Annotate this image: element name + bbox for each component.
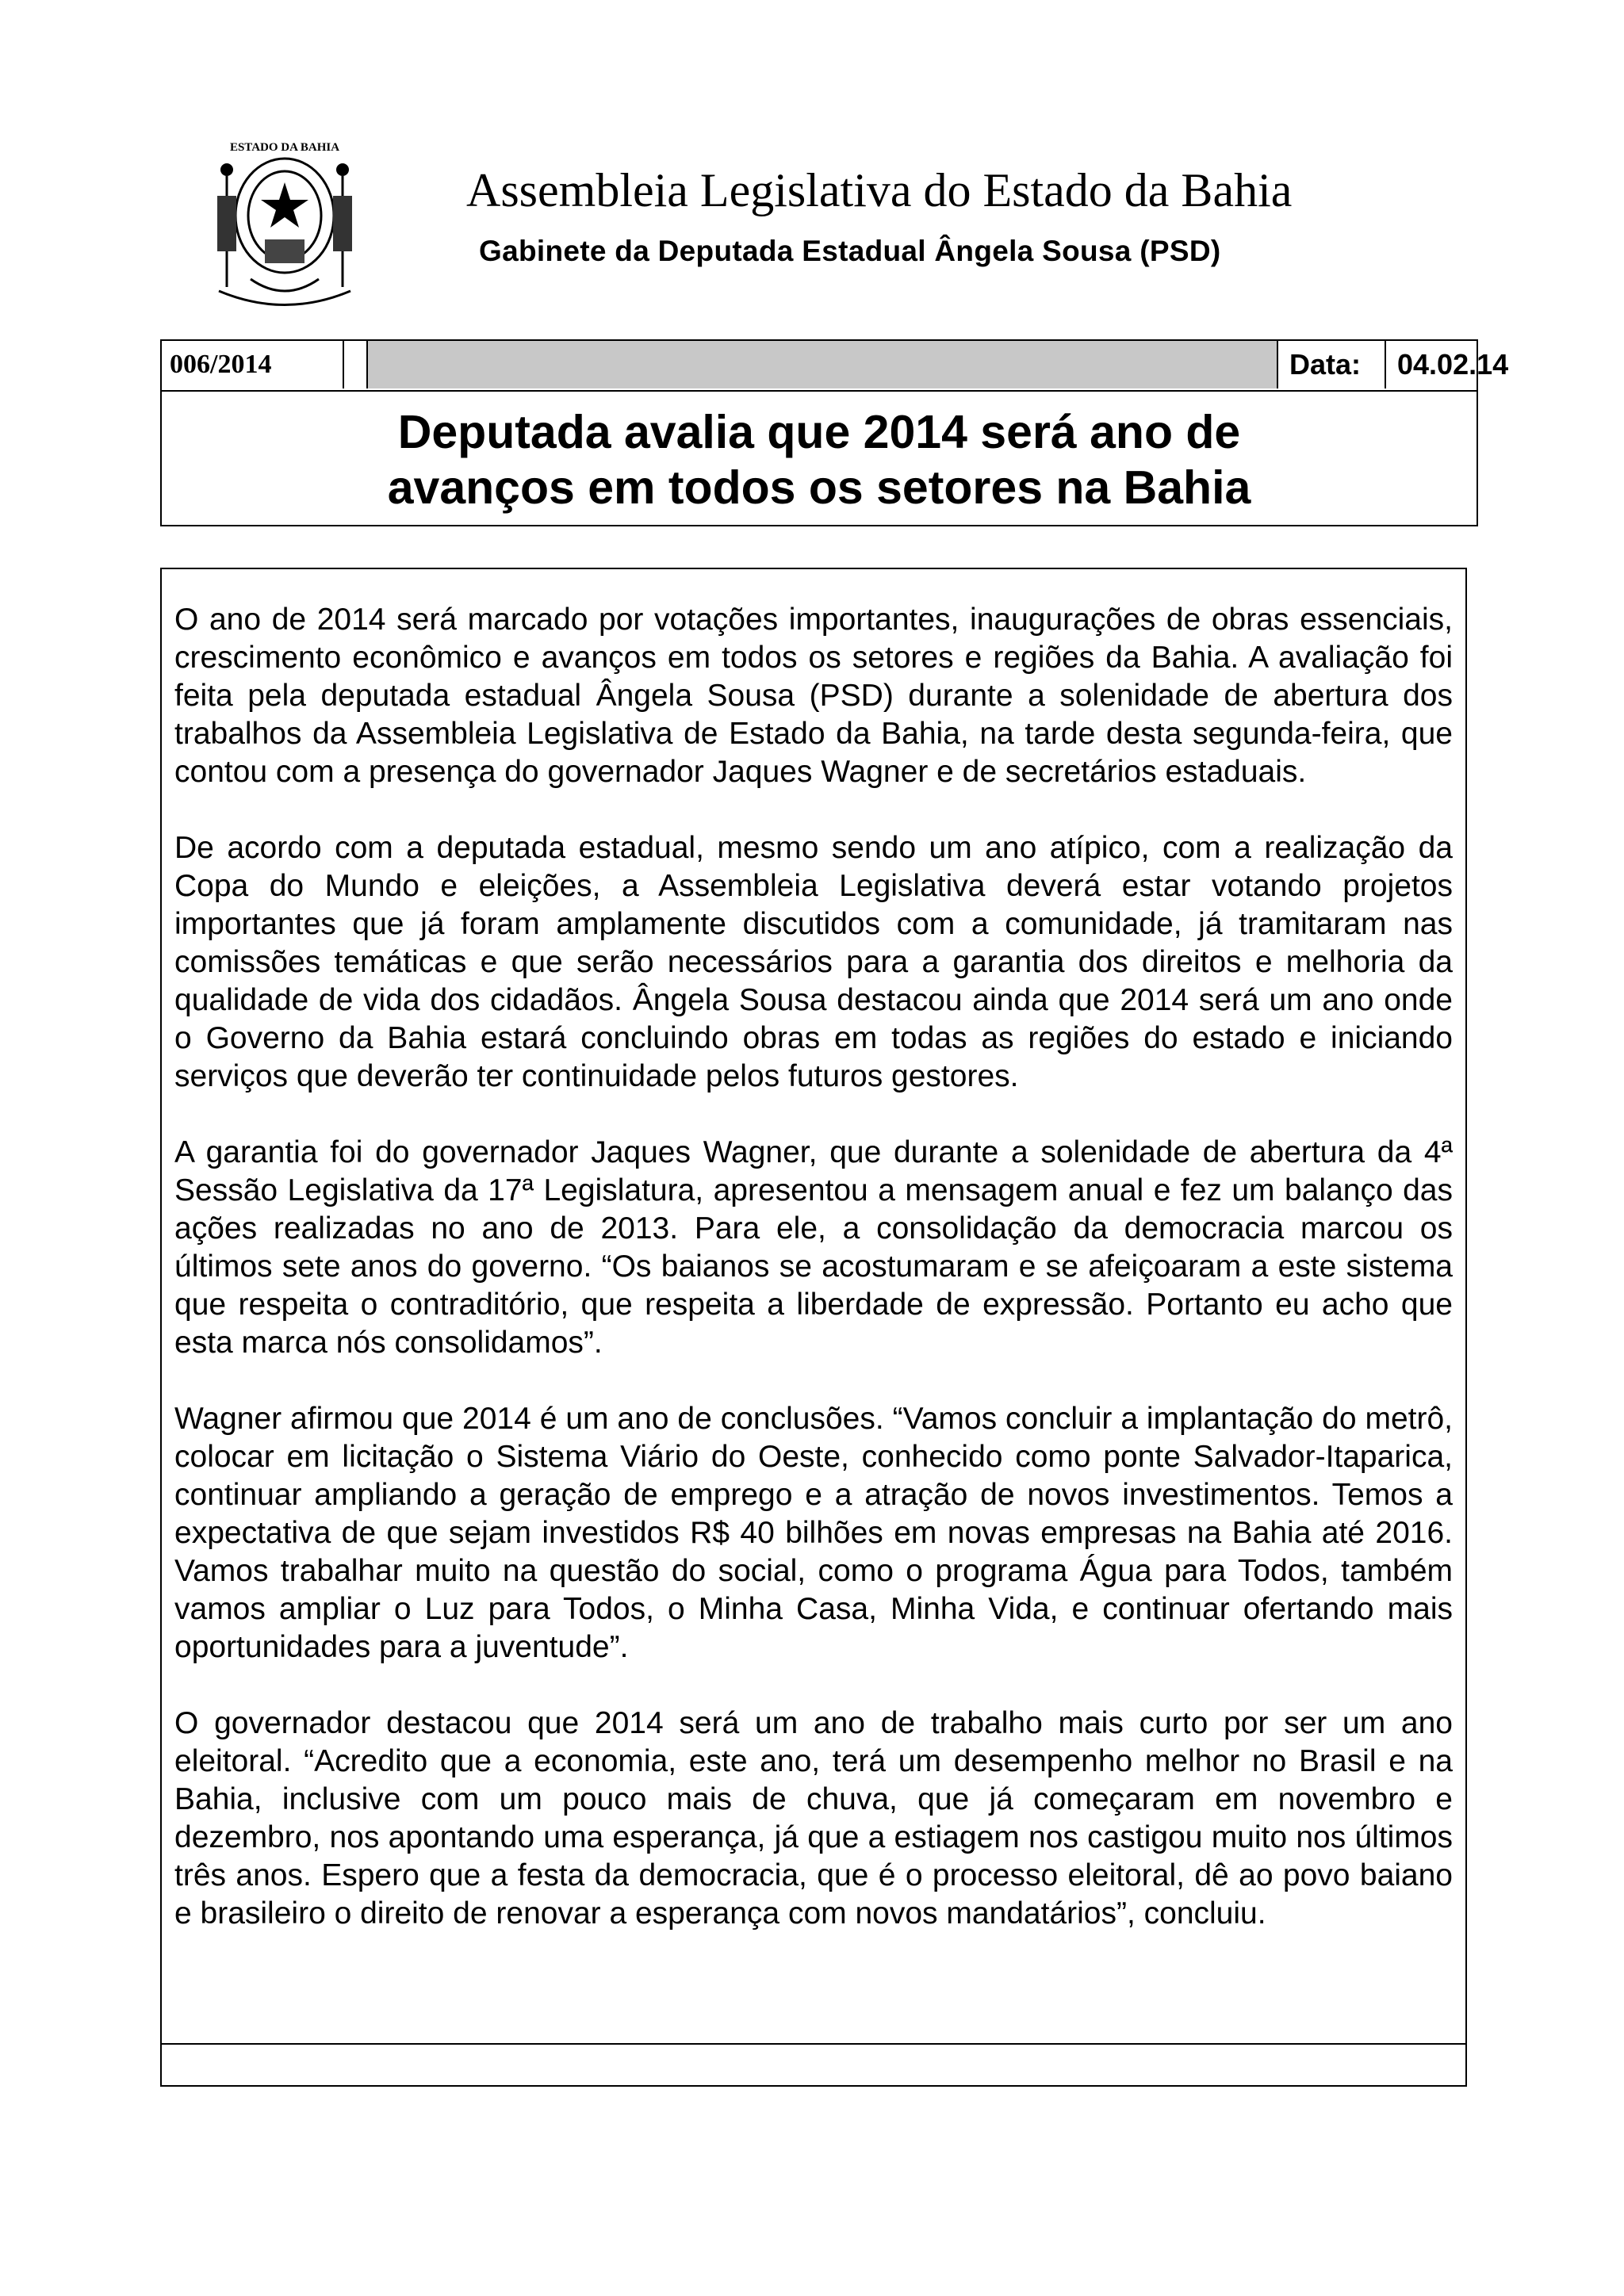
article-body-box: [160, 568, 1467, 2087]
paragraph: De acordo com a deputada estadual, mesmo sendo um ano atípico, com a realização da Copa do Mundo e eleições, a Assembleia Legislativa deverá estar votando projetos importantes que já foram amplamente discutidos com a comunidade, já tramitaram nas comissões temáticas e que serão necessários para a garantia dos direitos e melhoria da qualidade de vida dos cidadãos. Ângela Sousa destacou ainda que 2014 será um ano onde o Governo da Bahia estará concluindo obras em todas as regiões do estado e iniciando serviços que deverão ter continuidade pelos futuros gestores.: [174, 831, 1453, 1093]
paragraph: A garantia foi do governador Jaques Wagner, que durante a solenidade de abertura da 4ª Sessão Legislativa da 17ª Legislatura, apresentou a mensagem anual e fez um balanço das ações realizadas no ano de 2013. Para ele, a consolidação da democracia marcou os últimos sete anos do governo. “Os baianos se acostumaram e se afeiçoaram a este sistema que respeita o contraditório, que respeita a liberdade de expressão. Portanto eu acho que esta marca nós consolidamos”.: [174, 1135, 1453, 1360]
document-header-box: [160, 339, 1509, 526]
grey-cell: [368, 341, 1278, 388]
document-date: 04.02.14: [1397, 348, 1509, 381]
footer-divider: [162, 2043, 1465, 2045]
headline-line-2: avanços em todos os setores na Bahia: [387, 461, 1251, 514]
seal-text: ESTADO DA BAHIA: [229, 141, 340, 154]
headline: [162, 404, 1477, 515]
paragraph: Wagner afirmou que 2014 é um ano de conclusões. “Vamos concluir a implantação do metrô, colocar em licitação o Sistema Viário do Oeste, conhecido como ponte Salvador-Itaparica, continuar ampliando a geração de emprego e a atração de novos investimentos. Temos a expectativa de que sejam investidos R$ 40 bilhões em novas empresas na Bahia até 2016. Vamos trabalhar muito na questão do social, como o programa Água para Todos, também vamos ampliar o Luz para Todos, o Minha Casa, Minha Vida, e continuar ofertando mais oportunidades para a juventude”.: [174, 1402, 1453, 1664]
state-seal-icon: [195, 121, 374, 327]
date-label: Data:: [1278, 341, 1386, 388]
document-meta-row: [162, 341, 1509, 392]
headline-line-1: Deputada avalia que 2014 será ano de: [397, 406, 1241, 458]
cabinet-subtitle: Gabinete da Deputada Estadual Ângela Sousa (PSD): [479, 235, 1221, 267]
organization-title: Assembleia Legislativa do Estado da Bahia: [466, 164, 1293, 216]
document-number: 006/2014: [162, 341, 344, 388]
paragraph: O governador destacou que 2014 será um ano de trabalho mais curto por ser um ano eleitoral. “Acredito que a economia, este ano, terá um desempenho melhor no Brasil e na Bahia, inclusive com um pouco mais de chuva, que já começaram em novembro e dezembro, nos apontando uma esperança, já que a estiagem nos castigou muito nos últimos três anos. Espero que a festa da democracia, que é o processo eleitoral, dê ao povo baiano e brasileiro o direito de renovar a esperança com novos mandatários”, concluiu.: [174, 1706, 1453, 1931]
paragraph: O ano de 2014 será marcado por votações importantes, inaugurações de obras essenciais, crescimento econômico e avanços em todos os setores e regiões da Bahia. A avaliação foi feita pela deputada estadual Ângela Sousa (PSD) durante a solenidade de abertura dos trabalhos da Assembleia Legislativa de Estado da Bahia, na tarde desta segunda-feira, que contou com a presença do governador Jaques Wagner e de secretários estaduais.: [174, 603, 1453, 789]
blank-cell: [344, 341, 368, 388]
article-body: [174, 601, 1453, 1933]
